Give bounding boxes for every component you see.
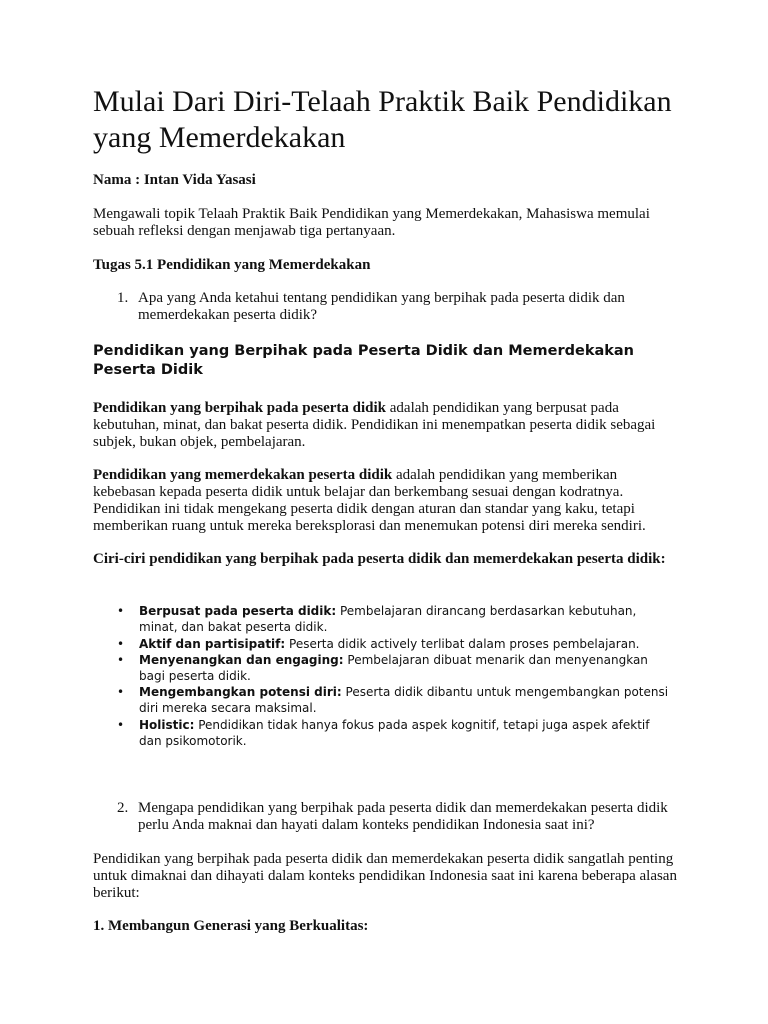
intro-paragraph: Mengawali topik Telaah Praktik Baik Pendidikan yang Memerdekakan, Mahasiswa memulai sebuah refleksi dengan menjawab tiga pertanyaan. [93, 206, 650, 239]
paragraph-memerdekakan [93, 467, 683, 535]
subheading-1: 1. Membangun Generasi yang Berkualitas: [93, 918, 369, 934]
question-text: Mengapa pendidikan yang berpihak pada peserta didik dan memerdekakan peserta didik perlu Anda maknai dan hayati dalam konteks pendidikan Indonesia saat ini? [138, 800, 668, 833]
author-name-line: Nama : Intan Vida Yasasi [93, 172, 256, 188]
bullet-desc: Pembelajaran dirancang berdasarkan kebutuhan, minat, dan bakat peserta didik. [139, 604, 637, 634]
ciri-heading: Ciri-ciri pendidikan yang berpihak pada peserta didik dan memerdekakan peserta didik: [93, 551, 666, 567]
bullet-desc: Pembelajaran dibuat menarik dan menyenangkan bagi peserta didik. [139, 653, 648, 683]
bullet-term: Mengembangkan potensi diri: [139, 685, 342, 699]
question-number: 2. [117, 800, 129, 816]
question-text: Apa yang Anda ketahui tentang pendidikan yang berpihak pada peserta didik dan memerdekakan peserta didik? [138, 290, 625, 323]
bullet-term: Aktif dan partisipatif: [139, 637, 286, 651]
bullet-term: Berpusat pada peserta didik: [139, 604, 337, 618]
paragraph-body: adalah pendidikan yang berpusat pada kebutuhan, minat, dan bakat peserta didik. Pendidikan ini menempatkan peserta didik sebagai subjek, bukan objek, pembelajaran. [93, 400, 656, 450]
bullet-icon: • [117, 637, 125, 651]
paragraph-term: Pendidikan yang berpihak pada peserta didik [93, 400, 387, 416]
page-title: Mulai Dari Diri-Telaah Praktik Baik Pendidikan yang Memerdekakan [93, 85, 672, 154]
bullet-desc: Pendidikan tidak hanya fokus pada aspek kognitif, tetapi juga aspek afektif dan psikomotorik. [139, 718, 650, 748]
bullet-text [139, 603, 669, 635]
bullet-term: Menyenangkan dan engaging: [139, 653, 344, 667]
paragraph-berpihak [93, 400, 683, 451]
bullet-desc: Peserta didik actively terlibat dalam proses pembelajaran. [285, 637, 640, 651]
section-heading: Pendidikan yang Berpihak pada Peserta Didik dan Memerdekakan Peserta Didik [93, 343, 635, 378]
bullet-term: Holistic: [139, 718, 195, 732]
question-number: 1. [117, 290, 129, 306]
answer-paragraph-2: Pendidikan yang berpihak pada peserta didik dan memerdekakan peserta didik sangatlah penting untuk dimaknai dan dihayati dalam konteks pendidikan Indonesia saat ini karena beberapa alasan berikut: [93, 851, 677, 901]
bullet-icon: • [117, 685, 125, 699]
bullet-desc: Peserta didik dibantu untuk mengembangkan potensi diri mereka secara maksimal. [139, 685, 669, 715]
bullet-text [139, 717, 669, 749]
bullet-icon: • [117, 653, 125, 667]
paragraph-term: Pendidikan yang memerdekakan peserta didik [93, 467, 393, 483]
bullet-text [139, 652, 669, 684]
paragraph-body: adalah pendidikan yang memberikan kebebasan kepada peserta didik untuk belajar dan berkembang sesuai dengan kodratnya. Pendidikan ini tidak mengekang peserta didik dengan aturan dan standar yang kaku, tetapi memberikan ruang untuk mereka bereksplorasi dan menemukan potensi diri mereka sendiri. [93, 467, 646, 534]
task-heading: Tugas 5.1 Pendidikan yang Memerdekakan [93, 257, 371, 273]
bullet-text [139, 684, 669, 716]
bullet-text [139, 636, 669, 652]
bullet-icon: • [117, 718, 125, 732]
bullet-icon: • [117, 604, 125, 618]
